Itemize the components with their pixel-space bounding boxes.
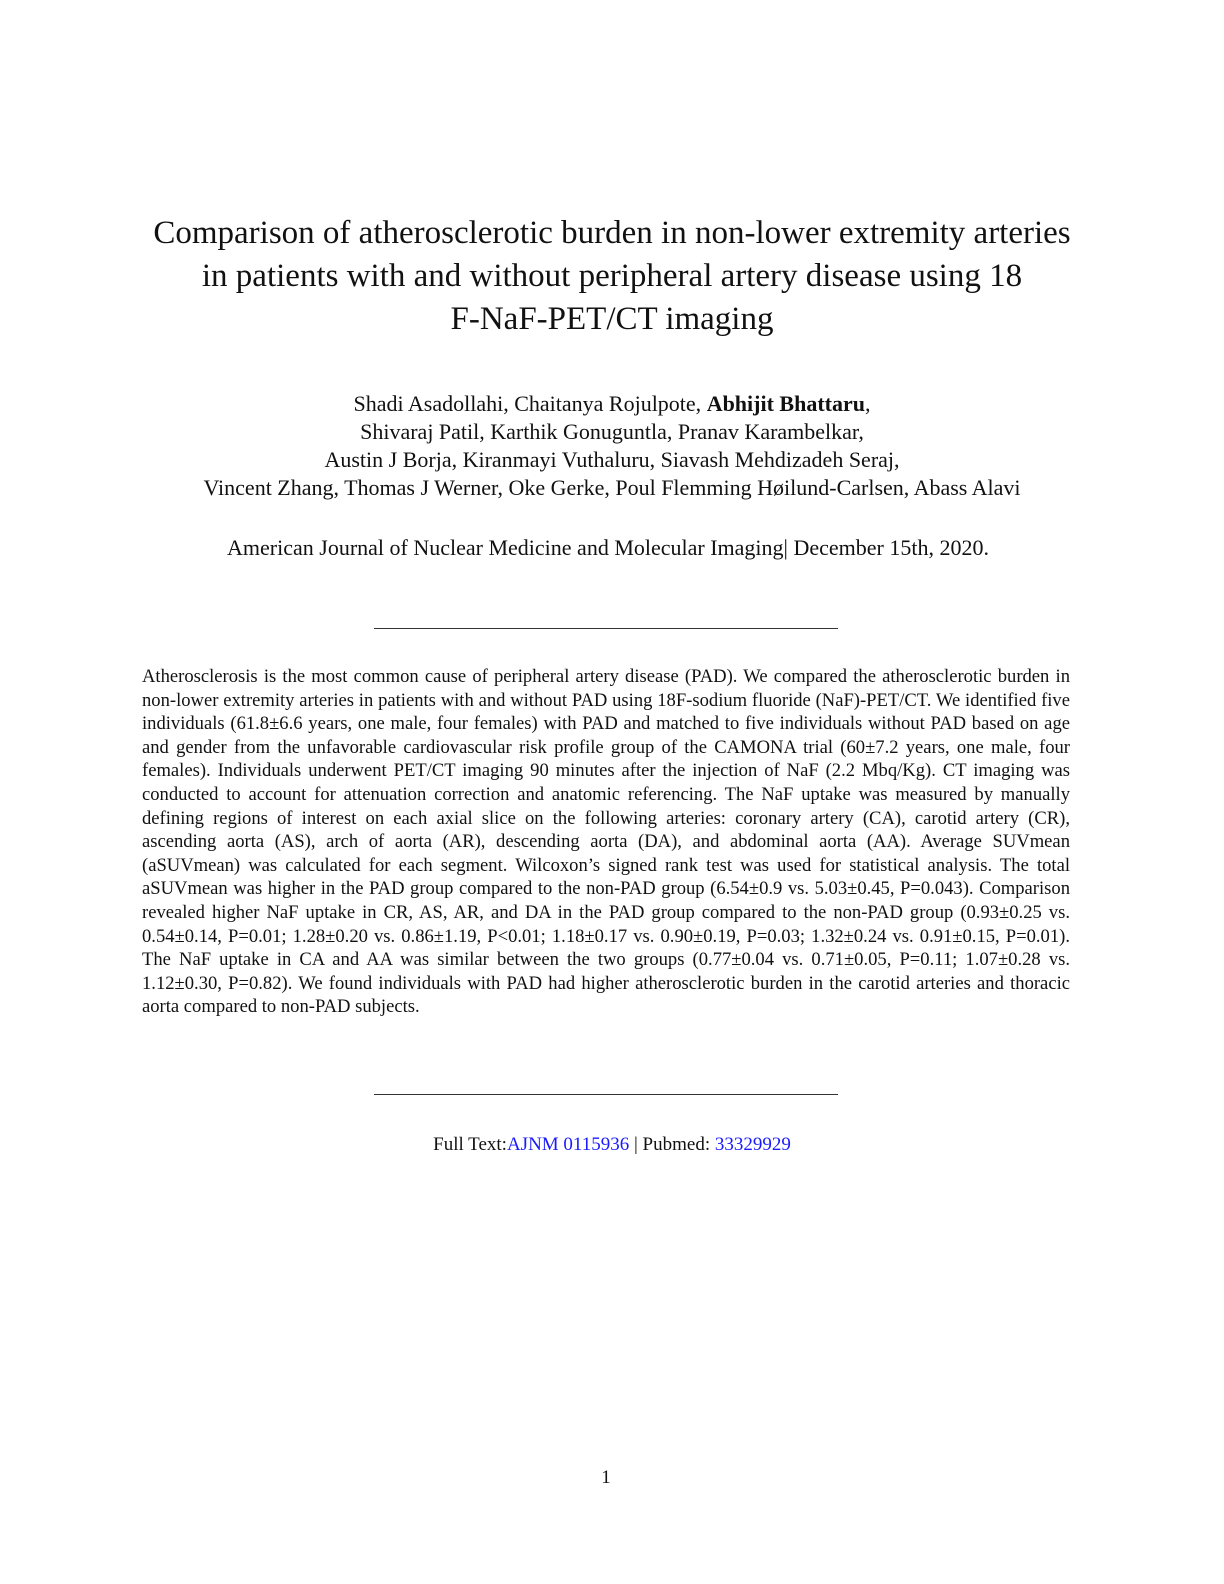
author-line-2: Shivaraj Patil, Karthik Gonuguntla, Pranav Karambelkar, [360,419,864,444]
author-comma: , [864,391,871,416]
author-line-4: Vincent Zhang, Thomas J Werner, Oke Gerke, Poul Flemming Høilund-Carlsen, Abass Alavi [203,475,1021,500]
pubmed-link[interactable]: 33329929 [714,1134,791,1155]
full-text-label: Full Text: [433,1134,507,1155]
abstract-text: Atherosclerosis is the most common cause of peripheral artery disease (PAD). We compared the atherosclerotic burden in non-lower extremity arteries in patients with and without PAD using 18F-sodium fluoride (NaF)-PET/CT. We identified five individuals (61.8±6.6 years, one male, four females) with PAD and matched to five individuals without PAD based on age and gender from the unfavorable cardiovascular risk profile group of the CAMONA trial (60±7.2 years, one male, four females). Individuals underwent PET/CT imaging 90 minutes after the injection of NaF (2.2 Mbq/Kg). CT imaging was conducted to account for attenuation correction and anatomic referencing. The NaF uptake was measured by manually defining regions of interest on each axial slice on the following arteries: coronary artery (CA), carotid artery (CR), ascending aorta (AS), arch of aorta (AR), descending aorta (DA), and abdominal aorta (AA). Average SUVmean (aSUVmean) was calculated for each segment. Wilcoxon’s signed rank test was used for statistical analysis. The total aSUVmean was higher in the PAD group compared to the non-PAD group (6.54±0.9 vs. 5.03±0.45, P=0.043). Comparison revealed higher NaF uptake in CR, AS, AR, and DA in the PAD group compared to the non-PAD group (0.93±0.25 vs. 0.54±0.14, P=0.01; 1.28±0.20 vs. 0.86±1.19, P<0.01; 1.18±0.17 vs. 0.90±0.19, P=0.03; 1.32±0.24 vs. 0.91±0.15, P=0.01). The NaF uptake in CA and AA was similar between the two groups (0.77±0.04 vs. 0.71±0.05, P=0.11; 1.07±0.28 vs. 1.12±0.30, P=0.82). We found individuals with PAD had higher atherosclerotic burden in the carotid arteries and thoracic aorta compared to non-PAD subjects. [142,666,1070,1018]
full-text-link[interactable]: AJNM 0115936 [506,1134,630,1155]
paper-title [120,212,1104,341]
title-line-2: in patients with and without peripheral artery disease using 18 [201,258,1023,294]
page-number: 1 [601,1467,611,1488]
author-line-3: Austin J Borja, Kiranmayi Vuthaluru, Siavash Mehdizadeh Seraj, [324,447,900,472]
divider-bottom [374,1094,838,1095]
author-list [100,390,1124,502]
author-names-lead: Shadi Asadollahi, Chaitanya Rojulpote, [353,391,707,416]
title-line-1: Comparison of atherosclerotic burden in non-lower extremity arteries [153,215,1071,251]
author-line-1 [100,390,1124,418]
pubmed-label: | Pubmed: [629,1134,715,1155]
reference-links [100,1132,1124,1158]
divider-top [374,628,838,629]
publication-venue: American Journal of Nuclear Medicine and Molecular Imaging| December 15th, 2020. [227,535,989,560]
highlighted-author: Abhijit Bhattaru [706,391,865,416]
title-line-3: F-NaF-PET/CT imaging [450,301,774,337]
